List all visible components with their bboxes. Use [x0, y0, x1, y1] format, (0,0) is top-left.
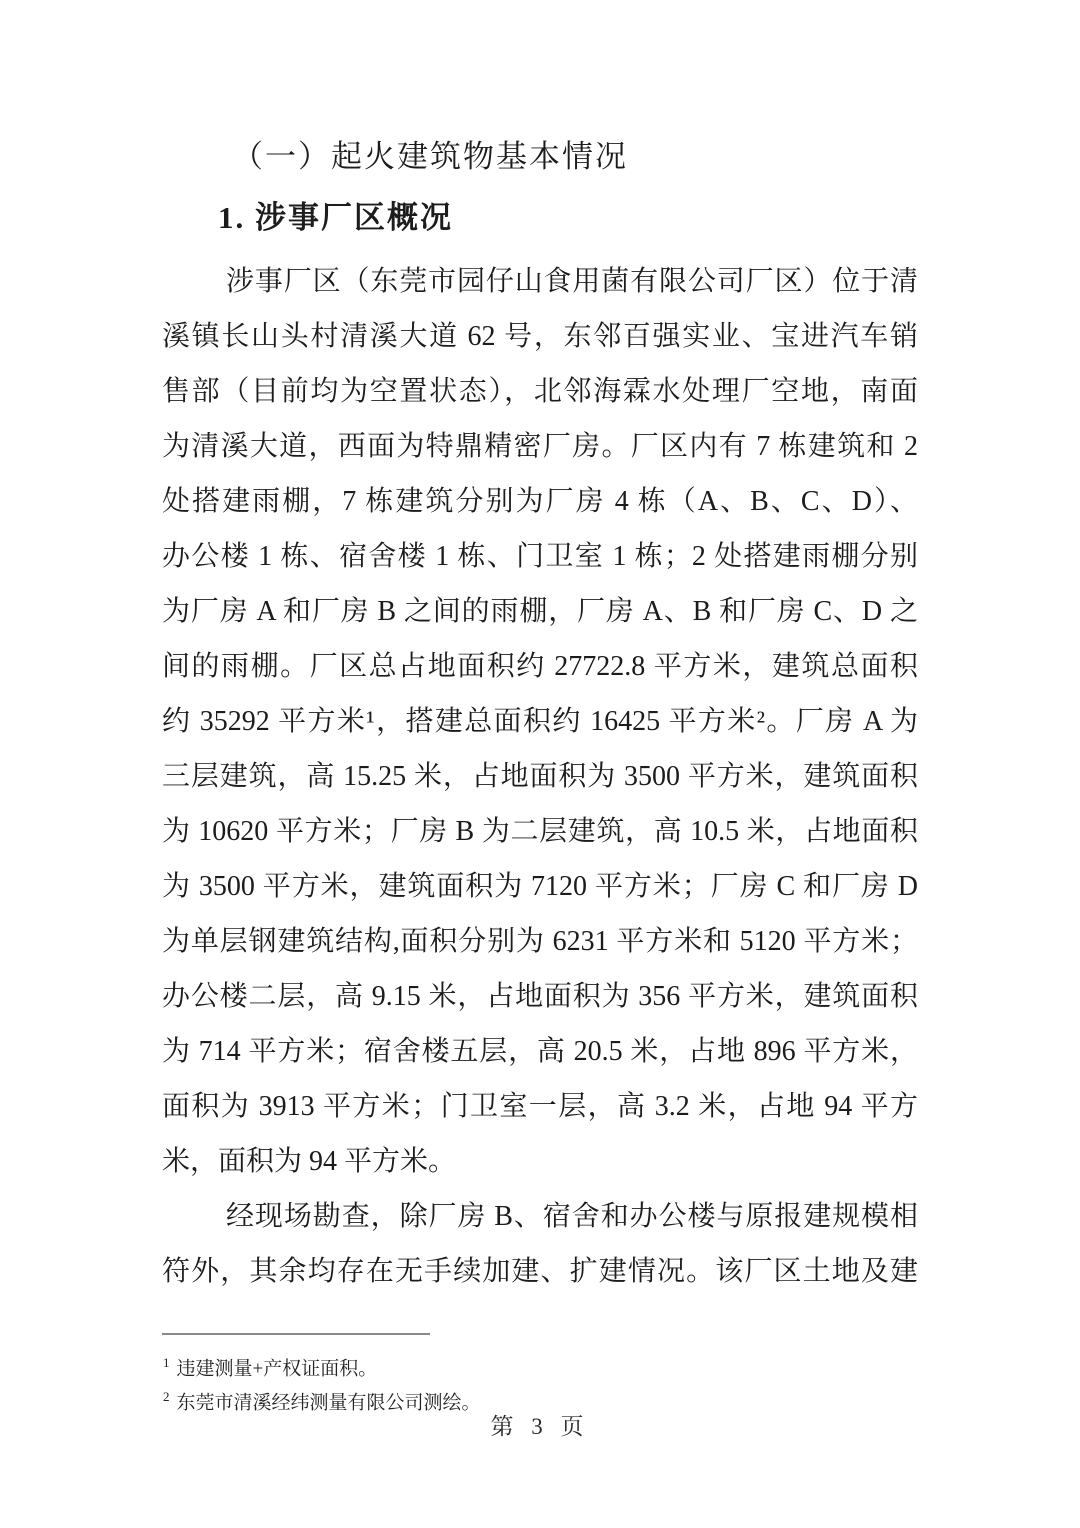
- paragraph-line: 为 10620 平方米；厂房 B 为二层建筑，高 10.5 米，占地面积: [162, 816, 918, 847]
- paragraph-line: 经现场勘查，除厂房 B、宿舍和办公楼与原报建规模相: [226, 1201, 918, 1232]
- paragraph-line: 约 35292 平方米¹，搭建总面积约 16425 平方米²。厂房 A 为: [162, 706, 918, 737]
- page-number: 第 3 页: [490, 1414, 590, 1439]
- paragraph-line: 为 3500 平方米，建筑面积为 7120 平方米；厂房 C 和厂房 D: [162, 871, 918, 902]
- paragraph-line: 处搭建雨棚，7 栋建筑分别为厂房 4 栋（A、B、C、D）、: [162, 486, 918, 517]
- paragraph-line: 为厂房 A 和厂房 B 之间的雨棚，厂房 A、B 和厂房 C、D 之: [162, 596, 918, 627]
- paragraph-line: 面积为 3913 平方米；门卫室一层，高 3.2 米，占地 94 平方: [162, 1091, 918, 1122]
- footnote: [163, 1350, 863, 1382]
- paragraph-line: 涉事厂区（东莞市园仔山食用菌有限公司厂区）位于清: [226, 266, 918, 297]
- paragraph-line: 溪镇长山头村清溪大道 62 号，东邻百强实业、宝进汽车销: [162, 321, 918, 352]
- footnote-marker: 1: [163, 1355, 170, 1370]
- paragraph-line: 为清溪大道，西面为特鼎精密厂房。厂区内有 7 栋建筑和 2: [162, 431, 918, 462]
- body-text: [162, 254, 918, 1299]
- paragraph-line: 间的雨棚。厂区总占地面积约 27722.8 平方米，建筑总面积: [162, 651, 918, 682]
- footnote-marker: 2: [163, 1389, 170, 1404]
- section-heading: （一）起火建筑物基本情况: [232, 139, 628, 174]
- subsection-heading: 1. 涉事厂区概况: [218, 200, 453, 235]
- paragraph-line: 售部（目前均为空置状态），北邻海霖水处理厂空地，南面: [162, 376, 918, 407]
- paragraph-line: 符外，其余均存在无手续加建、扩建情况。该厂区土地及建: [162, 1256, 918, 1287]
- paragraph-line: 三层建筑，高 15.25 米，占地面积为 3500 平方米，建筑面积: [162, 761, 918, 792]
- paragraph-line: 米，面积为 94 平方米。: [162, 1146, 457, 1177]
- footnote-separator: [162, 1333, 430, 1335]
- footnote-text: 东莞市清溪经纬测量有限公司测绘。: [176, 1392, 481, 1414]
- paragraph-line: 办公楼 1 栋、宿舍楼 1 栋、门卫室 1 栋；2 处搭建雨棚分别: [162, 541, 918, 572]
- paragraph-line: 办公楼二层，高 9.15 米，占地面积为 356 平方米，建筑面积: [162, 981, 918, 1012]
- paragraph-line: 为 714 平方米；宿舍楼五层，高 20.5 米，占地 896 平方米，: [162, 1036, 918, 1067]
- footnote-text: 违建测量+产权证面积。: [176, 1358, 378, 1380]
- paragraph-line: 为单层钢建筑结构,面积分别为 6231 平方米和 5120 平方米；: [162, 926, 918, 957]
